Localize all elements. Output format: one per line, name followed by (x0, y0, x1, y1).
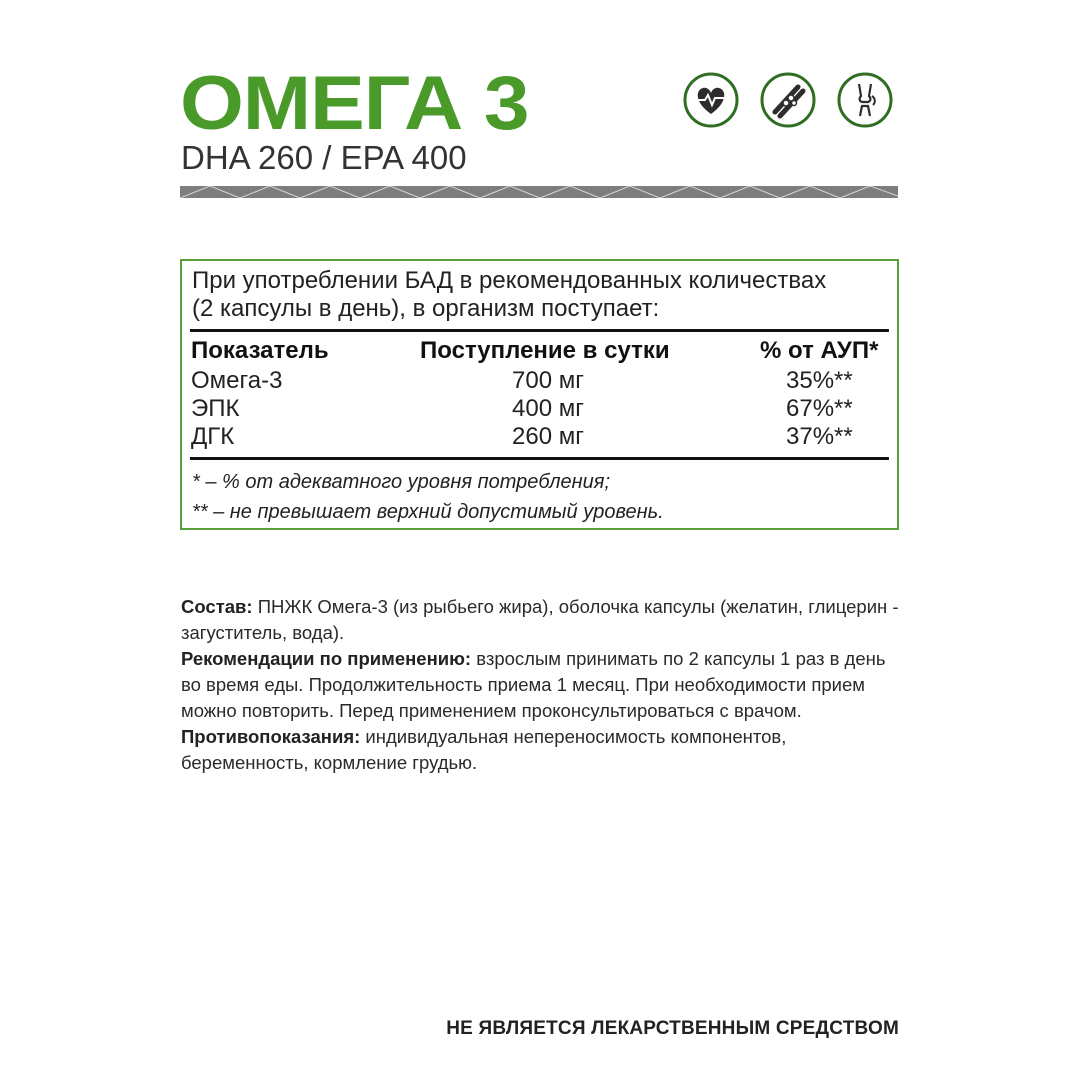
decorative-stripe (180, 186, 898, 198)
contraindications-text: индивидуальная непереносимость компонентов, беременность, кормление грудью. (181, 726, 787, 773)
intro-line-1: При употреблении БАД в рекомендованных количествах (192, 267, 827, 294)
composition-text: ПНЖК Омега-3 (из рыбьего жира), оболочка капсулы (желатин, глицерин - загуститель, вода). (181, 596, 899, 643)
row-percent: 35%** (786, 367, 853, 394)
usage-label: Рекомендации по применению: (181, 648, 472, 669)
usage-paragraph (181, 646, 901, 724)
intro-line-2: (2 капсулы в день), в организм поступает: (192, 295, 660, 322)
table-bottom-divider (190, 457, 889, 460)
footnotes (192, 467, 664, 527)
blood-vessel-icon (760, 72, 816, 128)
table-row (182, 395, 897, 423)
heart-pulse-icon (683, 72, 739, 128)
row-percent: 67%** (786, 395, 853, 422)
benefit-icons (683, 72, 893, 128)
row-amount: 260 мг (512, 423, 584, 450)
row-name: ЭПК (191, 395, 240, 422)
composition-label: Состав: (181, 596, 253, 617)
intro-text (192, 267, 892, 323)
joint-icon (837, 72, 893, 128)
usage-text: взрослым принимать по 2 капсулы 1 раз в день во время еды. Продолжительность приема 1 месяц. При необходимости прием можно повторить. Перед применением проконсультироваться с врачом. (181, 648, 886, 721)
contraindications-label: Противопоказания: (181, 726, 361, 747)
product-subtitle: DHA 260 / EPA 400 (181, 139, 467, 176)
nutrition-facts-box (180, 259, 899, 530)
table-row (182, 367, 897, 395)
table-row (182, 423, 897, 451)
contraindications-paragraph (181, 724, 901, 776)
product-description (181, 594, 901, 776)
product-title: ОМЕГА 3 (180, 61, 529, 146)
row-amount: 400 мг (512, 395, 584, 422)
composition-paragraph (181, 594, 901, 646)
table-top-divider (190, 329, 889, 332)
header-daily-intake: Поступление в сутки (420, 337, 670, 364)
footnote-1: * – % от адекватного уровня потребления; (192, 471, 610, 493)
header-percent: % от АУП* (760, 337, 879, 364)
disclaimer: НЕ ЯВЛЯЕТСЯ ЛЕКАРСТВЕННЫМ СРЕДСТВОМ (446, 1018, 899, 1039)
footnote-2: ** – не превышает верхний допустимый уровень. (192, 501, 664, 523)
row-name: Омега-3 (191, 367, 283, 394)
row-percent: 37%** (786, 423, 853, 450)
row-amount: 700 мг (512, 367, 584, 394)
row-name: ДГК (191, 423, 235, 450)
header-indicator: Показатель (191, 337, 329, 364)
